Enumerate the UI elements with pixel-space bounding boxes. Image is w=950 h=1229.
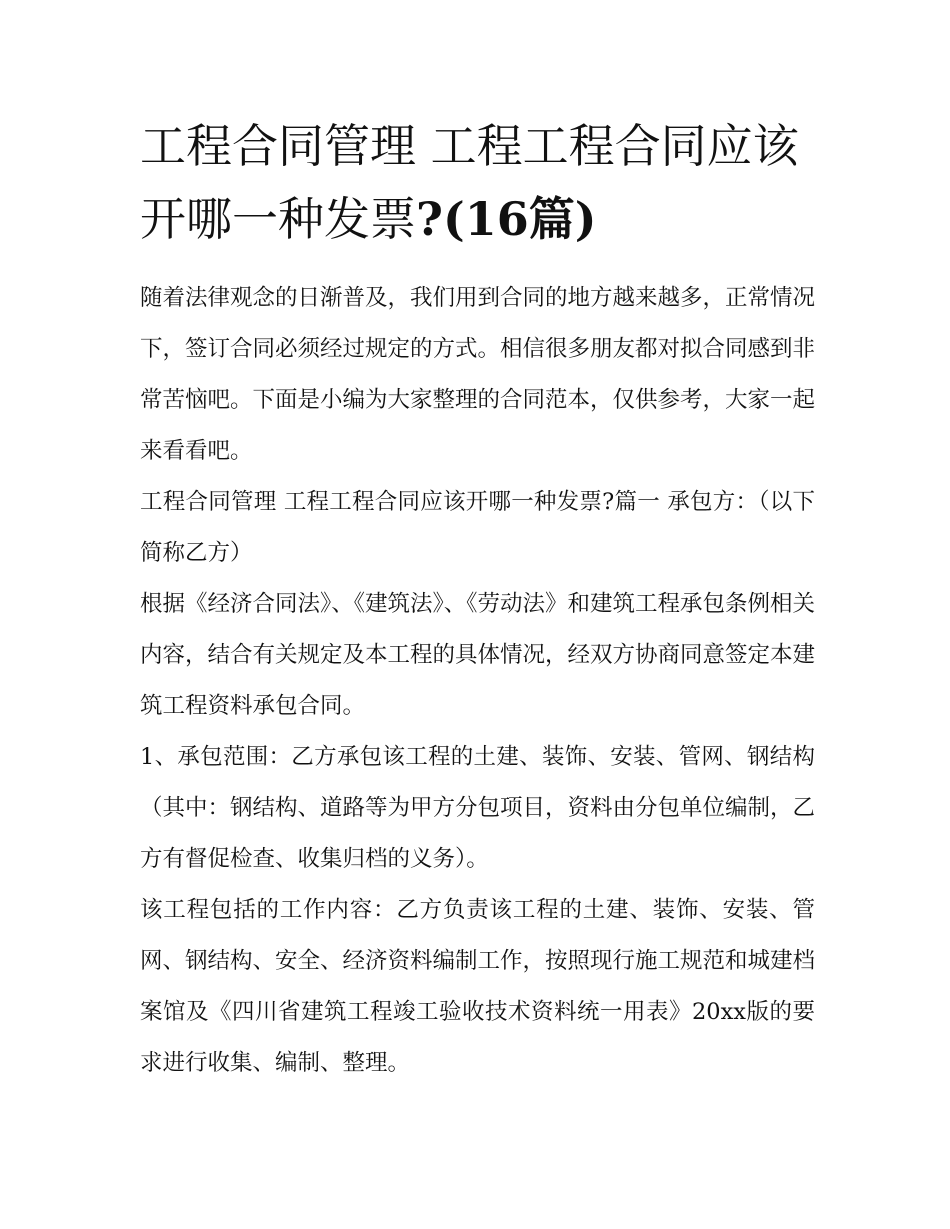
document-page	[140, 110, 815, 1089]
document-body	[140, 273, 815, 1089]
section-heading-paragraph: 工程合同管理 工程工程合同应该开哪一种发票?篇一 承包方：（以下简称乙方）	[140, 489, 815, 566]
document-title	[140, 110, 815, 256]
work-content-paragraph: 该工程包括的工作内容：乙方负责该工程的土建、装饰、安装、管网、钢结构、安全、经济资料编制工作，按照现行施工规范和城建档案馆及《四川省建筑工程竣工验收技术资料统一用表》20xx版的要求进行收集、编制、整理。	[140, 897, 816, 1076]
intro-paragraph: 随着法律观念的日渐普及，我们用到合同的地方越来越多，正常情况下，签订合同必须经过规定的方式。相信很多朋友都对拟合同感到非常苦恼吧。下面是小编为大家整理的合同范本，仅供参考，大家一起来看看吧。	[140, 285, 816, 464]
title-count-suffix: ?(16篇)	[416, 192, 597, 246]
scope-paragraph: 1、承包范围：乙方承包该工程的土建、装饰、安装、管网、钢结构（其中：钢结构、道路等为甲方分包项目，资料由分包单位编制，乙方有督促检查、收集归档的义务）。	[140, 744, 816, 872]
title-main-text: 工程合同管理 工程工程合同应该开哪一种发票	[140, 119, 799, 246]
basis-paragraph: 根据《经济合同法》、《建筑法》、《劳动法》和建筑工程承包条例相关内容，结合有关规定及本工程的具体情况，经双方协商同意签定本建筑工程资料承包合同。	[140, 591, 816, 719]
